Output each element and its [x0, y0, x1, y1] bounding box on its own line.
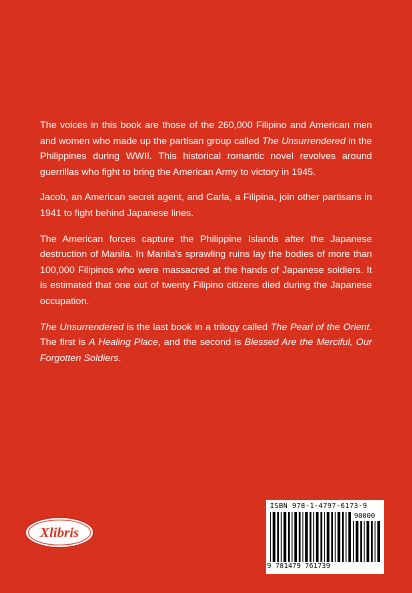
barcode-bar: [348, 512, 351, 562]
blurb-paragraph-2: Jacob, an American secret agent, and Carla, a Filipina, join other partisans in 1941 to fight behind Japanese lines.: [40, 192, 372, 219]
xlibris-logo: [24, 516, 95, 549]
price-addon-number: 90000: [354, 512, 376, 520]
barcode-bar: [313, 512, 314, 562]
barcode-bar: [310, 512, 312, 562]
barcode-bar: [302, 512, 303, 562]
blurb-paragraph-4: The Unsurrendered is the last book in a trilogy called The Pearl of the Orient. The first is A Healing Place, and the second is Blessed Are the Merciful, Our Forgotten Soldiers.: [40, 321, 372, 364]
barcode-bar: [292, 512, 293, 562]
logo-text: Xlibris: [40, 526, 79, 541]
barcode-bar: [270, 512, 271, 562]
barcode-bar: [371, 521, 373, 562]
barcode-bar: [305, 512, 308, 562]
barcode-bar: [353, 521, 354, 562]
barcode-bar: [342, 512, 344, 562]
barcode-bar: [335, 512, 336, 562]
barcode-bars: [270, 512, 352, 562]
barcode-bar: [364, 521, 365, 562]
addon-barcode-bars: [353, 521, 381, 562]
barcode-bar: [356, 521, 359, 562]
barcode-bar: [294, 512, 297, 562]
barcode-bar: [273, 512, 276, 562]
barcode-bar: [327, 512, 330, 562]
barcode-bar: [284, 512, 287, 562]
barcode-bar: [360, 521, 362, 562]
barcode-bar: [367, 521, 370, 562]
barcode-bar: [324, 512, 325, 562]
blurb-paragraph-1: The voices in this book are those of the 260,000 Filipino and American men and women who made up the partisan group called The Unsurrendered in the Philippines during WWII. This historical romantic novel revolves around guerrillas who fight to bring the American Army to victory in 1945.: [40, 120, 372, 178]
isbn-barcode: [266, 500, 384, 574]
barcode-bar: [277, 512, 279, 562]
isbn-number: ISBN 978-1-4797-6173-9: [270, 502, 368, 510]
barcode-bar: [377, 521, 380, 562]
barcode-bar: [281, 512, 282, 562]
blurb-text: [40, 118, 372, 376]
barcode-bar: [316, 512, 319, 562]
barcode-bar: [346, 512, 347, 562]
barcode-bar: [288, 512, 290, 562]
barcode-bar: [338, 512, 341, 562]
barcode-bar: [320, 512, 322, 562]
barcode-bar: [331, 512, 333, 562]
blurb-paragraph-3: The American forces capture the Philippine Islands after the Japanese destruction of Manila. In Manila's sprawling ruins lay the bodies of more than 100,000 Filipinos who were massacred at the hands of Japanese soldiers. It is estimated that one out of twenty Filipino citizens died during the Japanese occupation.: [40, 233, 372, 307]
barcode-bar: [375, 521, 376, 562]
ean-number: 9 781479 761739: [267, 562, 331, 570]
barcode-bar: [299, 512, 301, 562]
